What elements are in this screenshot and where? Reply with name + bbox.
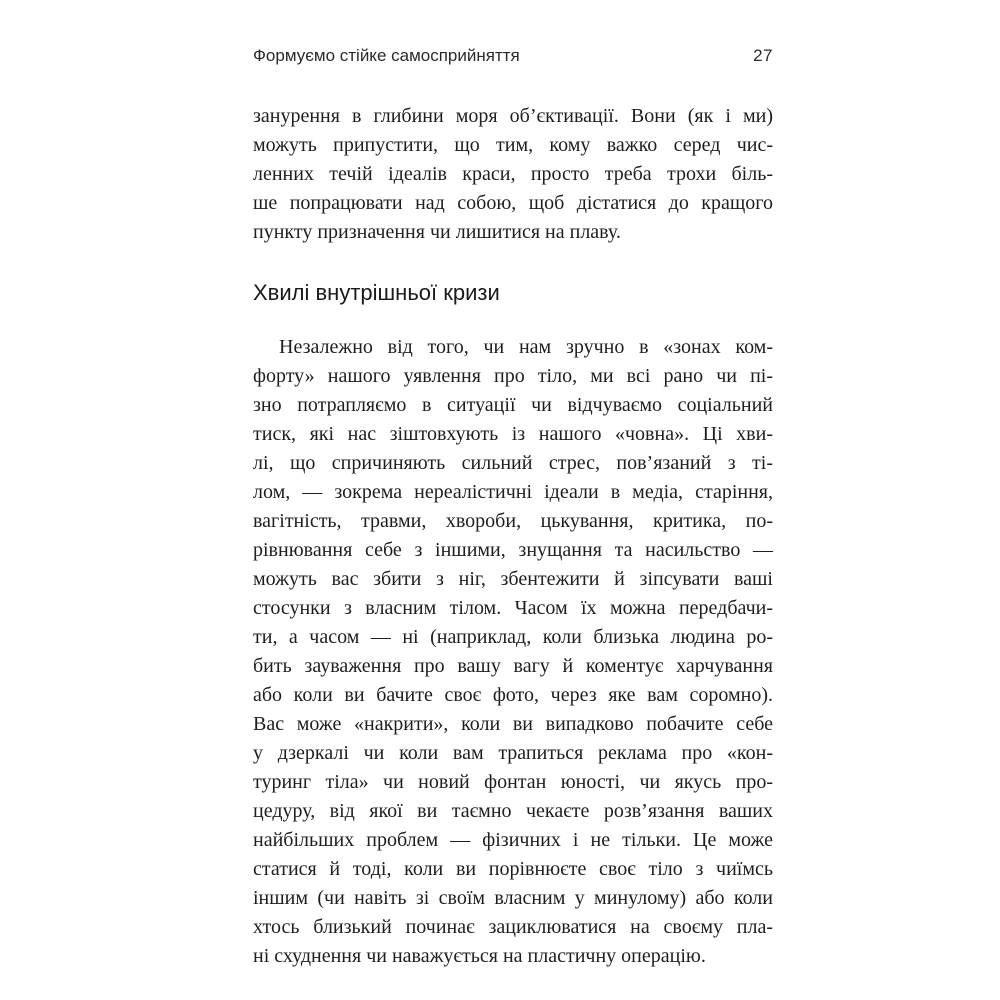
text-line: іншим (чи навіть зі своїм власним у минулому) або коли bbox=[253, 887, 773, 909]
text-line: пункту призначення чи лишитися на плаву. bbox=[253, 221, 621, 243]
text-line: хтось близький починає зациклюватися на своєму пла- bbox=[253, 916, 773, 938]
text-line: найбільших проблем — фізичних і не тільки. Це може bbox=[253, 829, 773, 851]
text-line: можуть вас збити з ніг, збентежити й зіпсувати ваші bbox=[253, 568, 773, 590]
text-line: Незалежно від того, чи нам зручно в «зонах ком- bbox=[279, 336, 773, 358]
text-line: рівнювання себе з іншими, знущання та насильство — bbox=[253, 539, 773, 561]
text-line: стосунки з власним тілом. Часом їх можна передбачи- bbox=[253, 597, 773, 619]
page-number: 27 bbox=[753, 46, 773, 65]
text-line: форту» нашого уявлення про тіло, ми всі рано чи пі- bbox=[253, 365, 773, 387]
body-sections bbox=[253, 102, 773, 971]
text-line: занурення в глибини моря об’єктивації. Вони (як і ми) bbox=[253, 105, 773, 127]
section-heading: Хвилі внутрішньої кризи bbox=[253, 280, 500, 305]
text-line: тиск, які нас зіштовхують із нашого «човна». Ці хви- bbox=[253, 423, 773, 445]
running-header bbox=[253, 46, 773, 66]
text-line: ти, а часом — ні (наприклад, коли близька людина ро- bbox=[253, 626, 773, 648]
text-line: бить зауваження про вашу вагу й коментує харчування bbox=[253, 655, 773, 677]
text-line: цедуру, від якої ви таємно чекаєте розв’язання ваших bbox=[253, 800, 773, 822]
text-line: лом, — зокрема нереалістичні ідеали в медіа, старіння, bbox=[253, 481, 773, 503]
text-line: ні схуднення чи наважується на пластичну операцію. bbox=[253, 945, 706, 967]
text-line: ше попрацювати над собою, щоб дістатися до кращого bbox=[253, 192, 773, 214]
text-line: можуть припустити, що тим, кому важко серед чис- bbox=[253, 134, 773, 156]
text-line: лі, що спричиняють сильний стрес, пов’язаний з ті- bbox=[253, 452, 773, 474]
text-line: ленних течій ідеалів краси, просто треба трохи біль- bbox=[253, 163, 773, 185]
text-column bbox=[253, 46, 773, 971]
text-line: зно потрапляємо в ситуації чи відчуваємо соціальний bbox=[253, 394, 773, 416]
text-line: у дзеркалі чи коли вам трапиться реклама про «кон- bbox=[253, 742, 773, 764]
text-line: статися й тоді, коли ви порівнюєте своє тіло з чиїмсь bbox=[253, 858, 773, 880]
running-title: Формуємо стійке самосприйняття bbox=[253, 46, 520, 65]
paragraph bbox=[253, 102, 773, 247]
text-line: вагітність, травми, хвороби, цькування, критика, по- bbox=[253, 510, 773, 532]
paragraph bbox=[253, 333, 773, 971]
text-line: або коли ви бачите своє фото, через яке вам соромно). bbox=[253, 684, 773, 706]
text-line: Вас може «накрити», коли ви випадково побачите себе bbox=[253, 713, 773, 735]
text-line: туринг тіла» чи новий фонтан юності, чи якусь про- bbox=[253, 771, 773, 793]
